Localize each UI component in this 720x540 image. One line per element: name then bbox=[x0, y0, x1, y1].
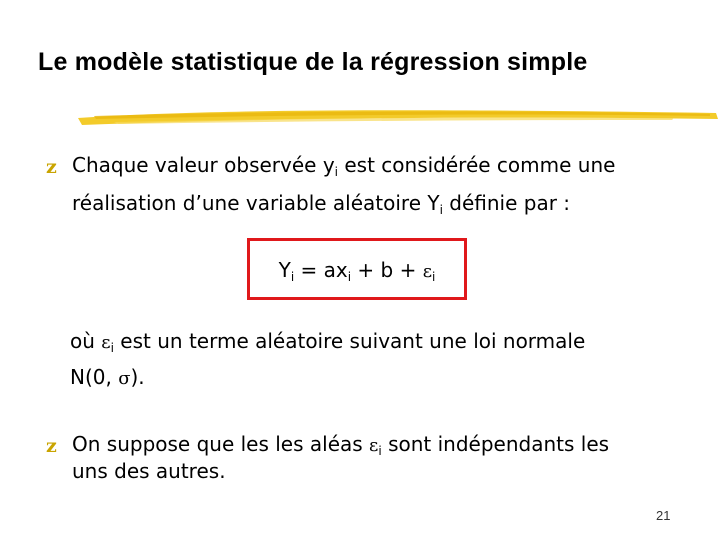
bullet-marker: z bbox=[46, 435, 57, 457]
note-line1: où $\varepsilon_i$ est un terme aléatoire suivant une loi normale bbox=[70, 329, 586, 355]
note-line2: N(0, σ). bbox=[70, 365, 145, 389]
bullet2-line2: uns des autres. bbox=[72, 459, 226, 483]
equation-box bbox=[247, 238, 467, 300]
bullet2-line1: On suppose que les les aléas $\varepsilon_i$ sont indépendants les bbox=[72, 432, 610, 458]
page-number: 21 bbox=[656, 508, 671, 523]
bullet-marker: z bbox=[46, 156, 57, 178]
slide-title: Le modèle statistique de la régression simple bbox=[38, 48, 588, 76]
title-brush-underline bbox=[74, 104, 720, 130]
regression-equation: $Y_i = ax_i + b + \varepsilon_i$ bbox=[278, 258, 436, 284]
bullet1-line2: réalisation d’une variable aléatoire $Y_i$ définie par : bbox=[72, 191, 571, 217]
bullet1-line1: Chaque valeur observée $y_i$ est considérée comme une bbox=[72, 153, 616, 179]
